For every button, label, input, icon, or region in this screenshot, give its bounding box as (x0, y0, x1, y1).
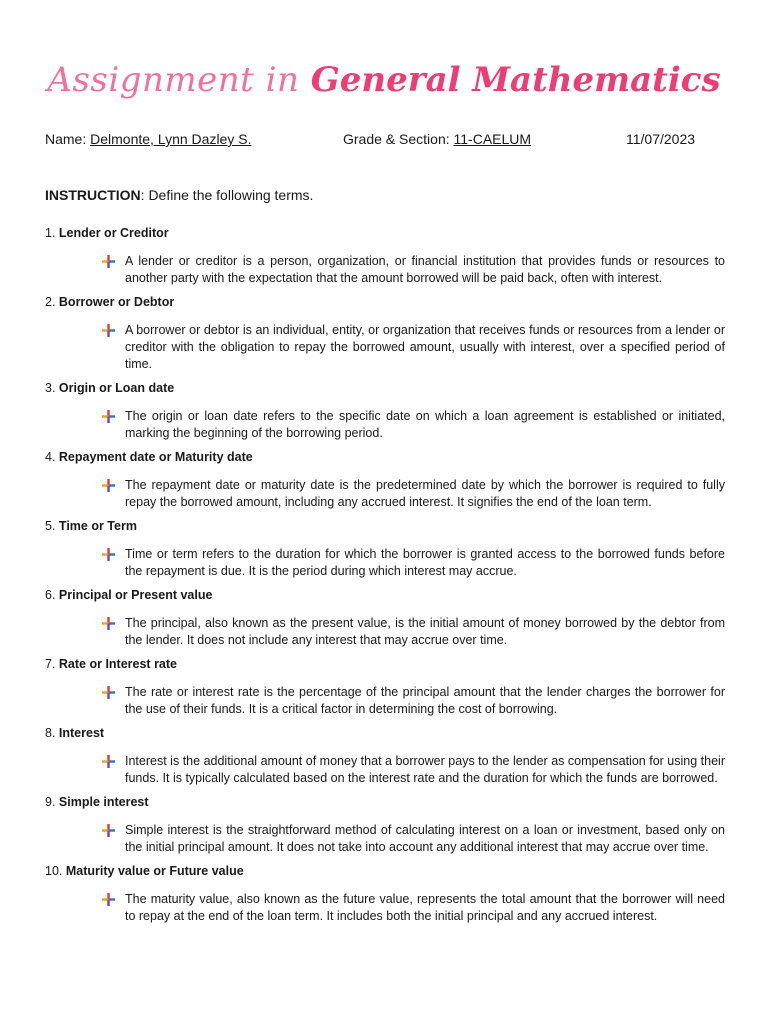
four-color-cross-bullet-icon (102, 755, 115, 768)
instruction (45, 187, 313, 203)
name-value: Delmonte, Lynn Dazley S. (90, 131, 252, 147)
definition-item (45, 381, 725, 442)
definition-item (45, 450, 725, 511)
term-name: Time or Term (58, 519, 137, 533)
definition-text: The repayment date or maturity date is the predetermined date by which the borrower is required to fully repay the borrowed amount, including any accrued interest. It signifies the end of the loan term. (125, 478, 725, 509)
term-heading (45, 588, 725, 603)
instruction-label: INSTRUCTION (45, 187, 141, 203)
term-name: Rate or Interest rate (58, 657, 178, 671)
definition-item (45, 657, 725, 718)
term-heading (45, 795, 725, 810)
date: 11/07/2023 (626, 131, 696, 147)
definition-item (45, 726, 725, 787)
definition-row (45, 546, 725, 580)
title-part-script: Assignment in (47, 60, 311, 100)
term-name: Simple interest (58, 795, 149, 809)
definition-row (45, 253, 725, 287)
term-heading (45, 657, 725, 672)
name-line (45, 131, 251, 147)
definition-row (45, 322, 725, 373)
definition-item (45, 864, 725, 925)
definition-row (45, 684, 725, 718)
term-number: 9. (45, 795, 59, 809)
four-color-cross-bullet-icon (102, 686, 115, 699)
term-name: Lender or Creditor (58, 226, 169, 240)
definition-item (45, 795, 725, 856)
term-name: Borrower or Debtor (58, 295, 175, 309)
four-color-cross-bullet-icon (102, 893, 115, 906)
name-label: Name: (45, 131, 91, 147)
grade-section-value: 11-CAELUM (453, 131, 532, 147)
definition-row (45, 477, 725, 511)
term-heading (45, 726, 725, 741)
definition-item (45, 588, 725, 649)
term-number: 1. (45, 226, 59, 240)
definition-text: The origin or loan date refers to the specific date on which a loan agreement is established or initiated, marking the beginning of the borrowing period. (125, 409, 725, 440)
definition-text: A borrower or debtor is an individual, entity, or organization that receives funds or resources from a lender or creditor with the obligation to repay the borrowed amount, usually with interest, over a specified period of time. (125, 323, 725, 371)
definition-row (45, 753, 725, 787)
term-name: Principal or Present value (58, 588, 213, 602)
definition-row (45, 891, 725, 925)
term-number: 4. (45, 450, 59, 464)
definition-row (45, 822, 725, 856)
term-heading (45, 381, 725, 396)
grade-section-label: Grade & Section: (343, 131, 454, 147)
definition-text: Simple interest is the straightforward method of calculating interest on a loan or investment, based only on the initial principal amount. It does not take into account any additional interest that may accrue over time. (125, 823, 725, 854)
term-heading (45, 226, 725, 241)
term-name: Interest (58, 726, 105, 740)
term-heading (45, 519, 725, 534)
four-color-cross-bullet-icon (102, 548, 115, 561)
definition-text: Interest is the additional amount of money that a borrower pays to the lender as compensation for using their funds. It is typically calculated based on the interest rate and the duration for which the funds are borrowed. (125, 754, 725, 785)
instruction-text: : Define the following terms. (140, 187, 314, 203)
grade-section-line (343, 131, 531, 147)
term-name: Origin or Loan date (58, 381, 175, 395)
term-name: Repayment date or Maturity date (58, 450, 253, 464)
term-heading (45, 295, 725, 310)
term-heading (45, 864, 725, 879)
definition-row (45, 615, 725, 649)
term-number: 7. (45, 657, 59, 671)
definition-text: The principal, also known as the present value, is the initial amount of money borrowed by the debtor from the lender. It does not include any interest that may accrue over time. (125, 616, 725, 647)
definition-item (45, 519, 725, 580)
four-color-cross-bullet-icon (102, 410, 115, 423)
definition-item (45, 226, 725, 287)
term-number: 2. (45, 295, 59, 309)
definition-text: The maturity value, also known as the future value, represents the total amount that the borrower will need to repay at the end of the loan term. It includes both the initial principal and any accrued interest. (125, 892, 725, 923)
term-name: Maturity value or Future value (65, 864, 244, 878)
term-number: 5. (45, 519, 59, 533)
definition-text: A lender or creditor is a person, organization, or financial institution that provides funds or resources to another party with the expectation that the amount borrowed will be paid back, often with interest. (125, 254, 725, 285)
term-number: 6. (45, 588, 59, 602)
term-number: 8. (45, 726, 59, 740)
title-part-bold: General Mathematics (310, 60, 721, 100)
term-heading (45, 450, 725, 465)
definition-text: Time or term refers to the duration for which the borrower is granted access to the borrowed funds before the repayment is due. It is the period during which interest may accrue. (125, 547, 725, 578)
four-color-cross-bullet-icon (102, 824, 115, 837)
definition-row (45, 408, 725, 442)
four-color-cross-bullet-icon (102, 255, 115, 268)
definition-item (45, 295, 725, 373)
term-number: 3. (45, 381, 59, 395)
four-color-cross-bullet-icon (102, 479, 115, 492)
document-title (0, 60, 768, 100)
four-color-cross-bullet-icon (102, 617, 115, 630)
definition-list (45, 226, 725, 933)
term-number: 10. (45, 864, 66, 878)
definition-text: The rate or interest rate is the percentage of the principal amount that the lender charges the borrower for the use of their funds. It is a critical factor in determining the cost of borrowing. (125, 685, 725, 716)
four-color-cross-bullet-icon (102, 324, 115, 337)
